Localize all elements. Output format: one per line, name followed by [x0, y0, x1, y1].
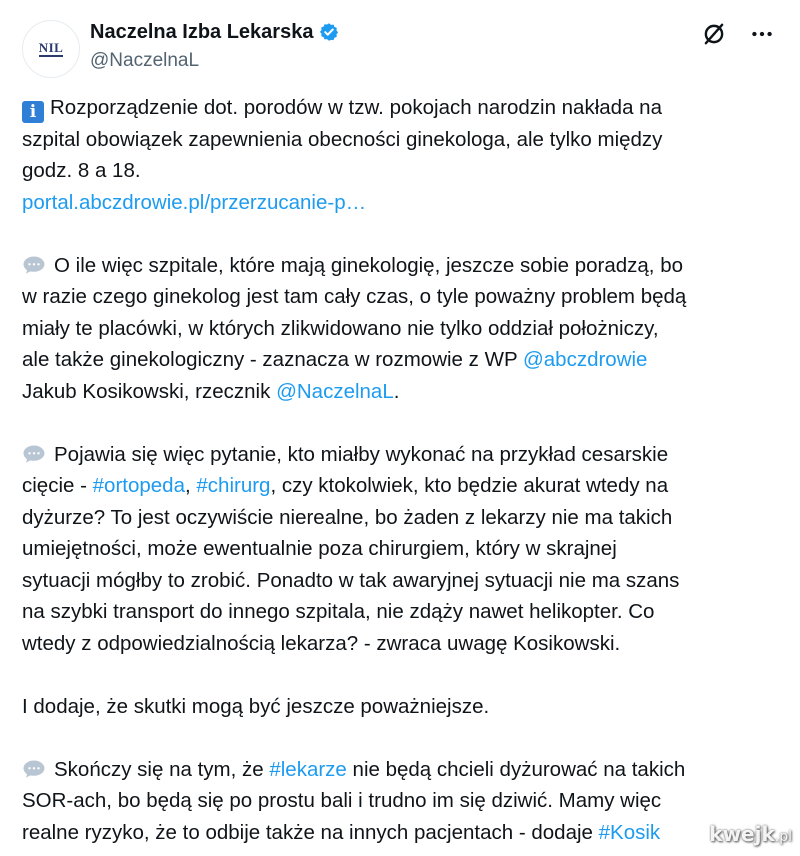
author-display-name[interactable]: Naczelna Izba Lekarska	[90, 20, 314, 43]
paragraph-5	[22, 754, 782, 849]
text-line: godz. 8 a 18.	[22, 159, 141, 182]
speech-balloon-icon	[22, 444, 46, 464]
text-line: sytuacji mógłby to zrobić. Ponadto w tak awaryjnej sytuacji nie ma szans	[22, 568, 680, 592]
text-line: umiejętności, może ewentualnie poza chirurgiem, który w skrajnej	[22, 537, 617, 560]
text-line: I dodaje, że skutki mogą być jeszcze poważniejsze.	[22, 694, 490, 718]
text-line	[22, 439, 782, 471]
hashtag-kosik[interactable]: #Kosik	[598, 820, 661, 844]
text-line: SOR-ach, bo będą się po prostu bali i trudno im się dziwić. Mamy więc	[22, 789, 662, 812]
text-segment: cięcie -	[22, 474, 93, 497]
verified-badge-icon	[319, 22, 339, 42]
watermark-brand: kwejk	[709, 822, 775, 846]
slash-circle-icon[interactable]	[700, 20, 728, 48]
author-handle[interactable]: @NaczelnaL	[90, 50, 200, 71]
article-link[interactable]: portal.abczdrowie.pl/przerzucanie-p…	[22, 190, 367, 214]
author-name-row	[90, 18, 339, 46]
text-line	[22, 344, 782, 376]
text-segment: Pojawia się więc pytanie, kto miałby wykonać na przykład cesarskie	[54, 442, 669, 466]
mention-naczelnal[interactable]: @NaczelnaL	[276, 379, 394, 403]
speech-balloon-icon	[22, 759, 46, 779]
text-segment: nie będą chcieli dyżurować na takich	[346, 757, 686, 781]
paragraph-1	[22, 92, 782, 218]
text-line	[22, 92, 782, 124]
mention-abczdrowie[interactable]: @abczdrowie	[522, 348, 648, 371]
text-line	[22, 250, 782, 282]
text-segment: ,	[184, 474, 197, 497]
text-segment: ale także ginekologiczny - zaznacza w rozmowie z WP	[22, 348, 523, 371]
paragraph-4	[22, 691, 782, 723]
paragraph-3	[22, 439, 782, 660]
hashtag-lekarze[interactable]: #lekarze	[269, 757, 347, 781]
hashtag-chirurg[interactable]: #chirurg	[196, 474, 271, 497]
avatar-logo: NIL	[38, 39, 64, 55]
info-icon: i	[22, 101, 44, 123]
text-line: na szybki transport do innego szpitala, nie zdąży nawet helikopter. Co	[22, 600, 655, 623]
text-segment: realne ryzyko, że to odbije także na innych pacjentach - dodaje	[22, 820, 599, 844]
tweet-header	[18, 14, 788, 78]
text-line	[22, 470, 782, 502]
text-line	[22, 754, 782, 786]
avatar[interactable]	[22, 20, 80, 78]
text-segment: O ile więc szpitale, które mają ginekologię, jeszcze sobie poradzą, bo	[54, 253, 683, 277]
hashtag-ortopeda[interactable]: #ortopeda	[92, 474, 185, 497]
more-horizontal-icon[interactable]	[748, 20, 776, 48]
text-line: w razie czego ginekolog jest tam cały czas, o tyle poważny problem będą	[22, 285, 687, 308]
text-line: dyżurze? To jest oczywiście nierealne, bo żaden z lekarzy nie ma takich	[22, 505, 673, 529]
speech-balloon-icon	[22, 255, 46, 275]
text-segment: , czy ktokolwiek, kto będzie akurat wtedy na	[270, 474, 669, 497]
text-line	[22, 376, 782, 408]
tweet-text	[22, 92, 782, 856]
text-segment: Skończy się na tym, że	[54, 757, 270, 781]
text-line: miały te placówki, w których zlikwidowano nie tylko oddział położniczy,	[22, 316, 659, 340]
watermark	[709, 822, 792, 846]
text-segment: .	[393, 379, 400, 403]
text-line: wtedy z odpowiedzialnością lekarza? - zwraca uwagę Kosikowski.	[22, 631, 621, 655]
text-segment: Rozporządzenie dot. porodów w tzw. pokojach narodzin nakłada na	[50, 96, 662, 119]
text-line: szpital obowiązek zapewnienia obecności ginekologa, ale tylko między	[22, 127, 663, 151]
text-segment: Jakub Kosikowski, rzecznik	[22, 379, 277, 403]
header-actions	[700, 20, 776, 48]
text-line	[22, 187, 782, 219]
watermark-suffix: .pl	[774, 829, 792, 845]
text-line	[22, 817, 782, 849]
paragraph-2	[22, 250, 782, 408]
